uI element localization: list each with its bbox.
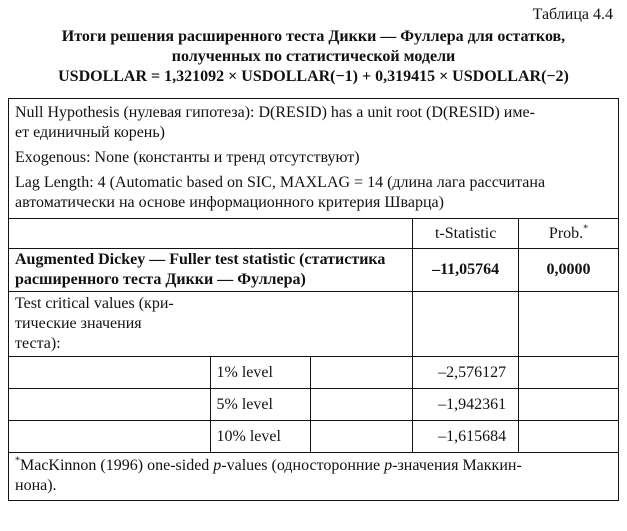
adf-t-stat: –11,05764 [413,249,519,292]
critical-empty-2 [519,292,619,357]
title-line-2: полученных по статистической модели [171,48,456,65]
level-empty [9,357,211,389]
exogenous: Exogenous: None (константы и тренд отсутствуют) [15,149,360,166]
level-empty [311,421,413,453]
adf-results-table [8,98,619,501]
footnote-mark: * [15,455,20,467]
level-label: 5% level [210,389,311,421]
critical-empty-1 [413,292,519,357]
level-empty [9,389,211,421]
prob-footnote-mark: * [583,223,589,235]
table-row [9,389,619,421]
header-empty [9,219,413,249]
table-number: Таблица 4.4 [532,6,613,23]
table-row [9,421,619,453]
level-empty [519,421,619,453]
level-empty [519,357,619,389]
null-hypothesis: Null Hypothesis (нулевая гипотеза): D(RESID) has a unit root (D(RESID) име- ет единичный корень) [15,104,535,141]
header-t-statistic: t-Statistic [413,219,519,249]
footnote: *MacKinnon (1996) one-sided p-values (односторонние p-значения Маккин- нона). [9,453,619,501]
test-info-cell [9,99,619,219]
level-value: –1,615684 [413,421,519,453]
lag-length: Lag Length: 4 (Automatic based on SIC, MAXLAG = 14 (длина лага рассчитана автоматически на основе информационного критерия Шварца) [15,174,546,211]
level-label: 1% level [210,357,311,389]
level-empty [9,421,211,453]
table-row [9,357,619,389]
title-line-3: USDOLLAR = 1,321092 × USDOLLAR(−1) + 0,319415 × USDOLLAR(−2) [58,68,569,85]
level-empty [311,389,413,421]
title-line-1: Итоги решения расширенного теста Дикки — Фуллера для остатков, [61,28,566,45]
level-value: –1,942361 [413,389,519,421]
header-prob: Prob.* [519,219,619,249]
level-empty [311,357,413,389]
level-value: –2,576127 [413,357,519,389]
adf-label: Augmented Dickey — Fuller test statistic (статистика расширенного теста Дикки — Фуллера) [9,249,413,292]
critical-values-label: Test critical values (кри- тические значения теста): [9,292,413,357]
level-empty [519,389,619,421]
adf-prob: 0,0000 [519,249,619,292]
table-title [0,27,627,87]
level-label: 10% level [210,421,311,453]
